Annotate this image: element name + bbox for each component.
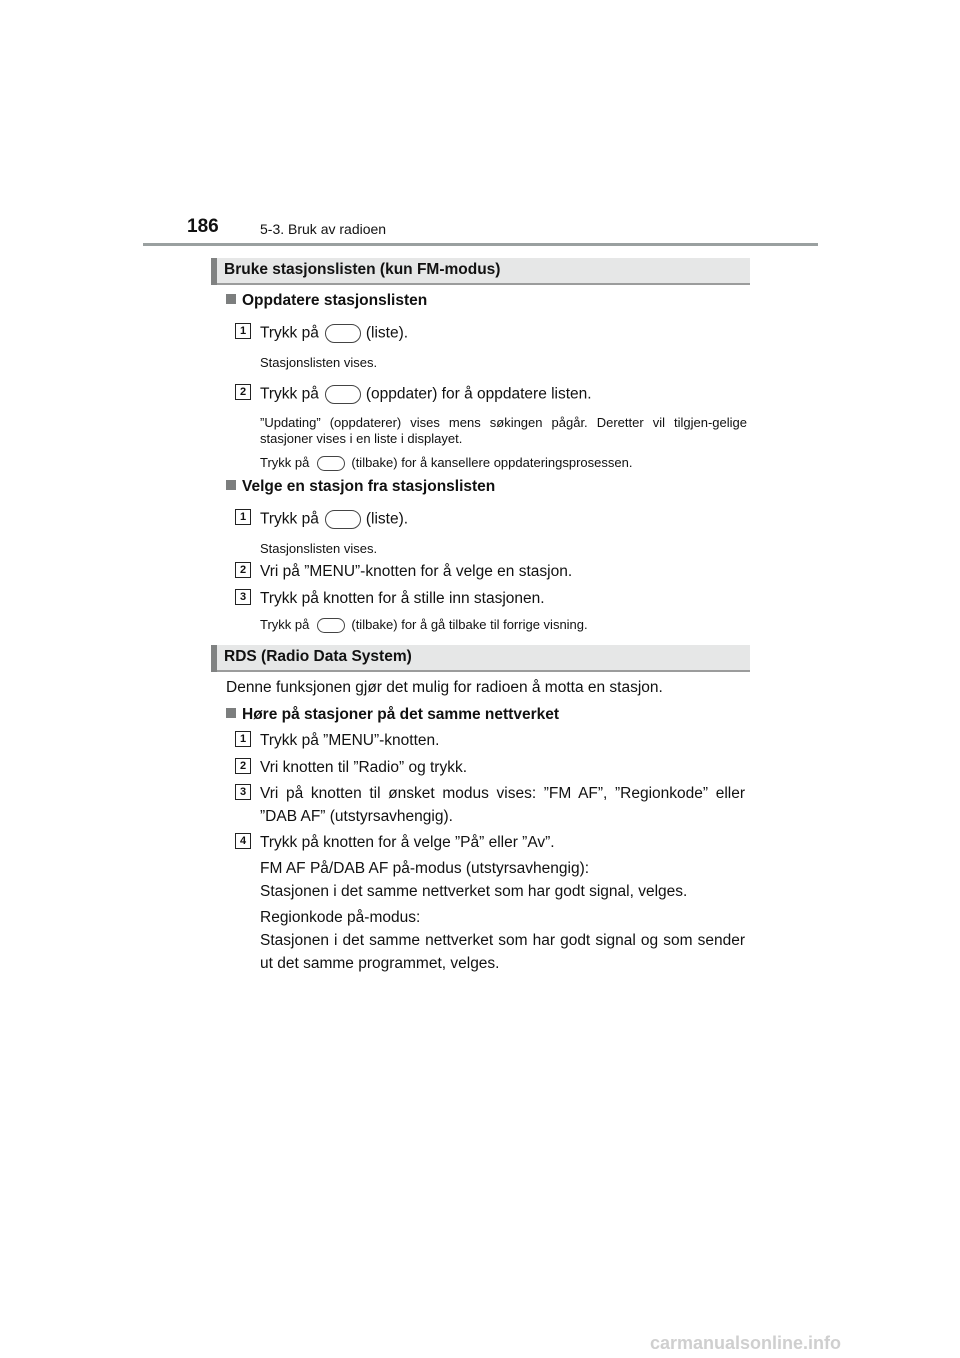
- step-text: Trykk på (oppdater) for å oppdatere listen.: [260, 385, 592, 403]
- step-note: Trykk på (tilbake) for å kansellere oppdateringsprosessen.: [260, 455, 633, 470]
- section-bar: [211, 645, 217, 672]
- step-number: 1: [235, 731, 251, 747]
- mode-text: Stasjonen i det samme nettverket som har godt signal, velges.: [260, 883, 688, 900]
- step-number: 2: [235, 758, 251, 774]
- step-text: Trykk på ”MENU”-knotten.: [260, 732, 440, 749]
- mode-description: [260, 857, 745, 903]
- step-number: 4: [235, 833, 251, 849]
- subheading-select-station: Velge en stasjon fra stasjonslisten: [226, 478, 495, 496]
- section-title: Bruke stasjonslisten (kun FM-modus): [224, 261, 501, 278]
- subheading-update-list: Oppdatere stasjonslisten: [226, 292, 427, 310]
- step-text: Vri knotten til ”Radio” og trykk.: [260, 759, 468, 776]
- square-bullet-icon: [226, 294, 236, 304]
- step-note: Trykk på (tilbake) for å gå tilbake til forrige visning.: [260, 617, 588, 632]
- step-text: Trykk på (liste).: [260, 510, 409, 528]
- section-bar: [211, 258, 217, 285]
- intro-text: Denne funksjonen gjør det mulig for radioen å motta en stasjon.: [226, 679, 663, 696]
- step-note: Stasjonslisten vises.: [260, 541, 378, 556]
- header-rule: [143, 243, 818, 246]
- step-note: ”Updating” (oppdaterer) vises mens søkingen pågår. Deretter vil tilgjen-gelige stasjoner vises i en liste i displayet.: [260, 415, 747, 446]
- back-button-icon: [317, 618, 345, 633]
- step-number: 2: [235, 562, 251, 578]
- step-text: Trykk på knotten for å velge ”På” eller ”Av”.: [260, 834, 555, 851]
- step-note: Stasjonslisten vises.: [260, 355, 378, 370]
- mode-text: Stasjonen i det samme nettverket som har godt signal og som sender ut det samme programmet, velges.: [260, 932, 745, 972]
- step-text: Vri på ”MENU”-knotten for å velge en stasjon.: [260, 563, 573, 580]
- square-bullet-icon: [226, 480, 236, 490]
- square-bullet-icon: [226, 708, 236, 718]
- subheading-same-network: Høre på stasjoner på det samme nettverket: [226, 706, 559, 724]
- list-button-icon: [325, 324, 361, 343]
- list-button-icon: [325, 510, 361, 529]
- step-number: 1: [235, 323, 251, 339]
- step-number: 3: [235, 589, 251, 605]
- step-number: 3: [235, 784, 251, 800]
- step-text: Vri på knotten til ønsket modus vises: ”FM AF”, ”Regionkode” eller ”DAB AF” (utstyrsavhengig).: [260, 785, 745, 825]
- back-button-icon: [317, 456, 345, 471]
- page-number: 186: [187, 216, 219, 237]
- section-heading-rds: [211, 645, 750, 672]
- section-title: RDS (Radio Data System): [224, 648, 412, 665]
- mode-description: [260, 906, 745, 975]
- step-text: Trykk på knotten for å stille inn stasjonen.: [260, 590, 545, 607]
- chapter-title: 5-3. Bruk av radioen: [260, 221, 387, 237]
- mode-title: FM AF På/DAB AF på-modus (utstyrsavhengig):: [260, 860, 590, 877]
- step-text: Trykk på (liste).: [260, 324, 409, 342]
- update-button-icon: [325, 385, 361, 404]
- mode-title: Regionkode på-modus:: [260, 909, 421, 926]
- step-number: 1: [235, 509, 251, 525]
- watermark-logo: carmanualsonline.info: [650, 1333, 842, 1353]
- section-heading-station-list: [211, 258, 750, 285]
- step-number: 2: [235, 384, 251, 400]
